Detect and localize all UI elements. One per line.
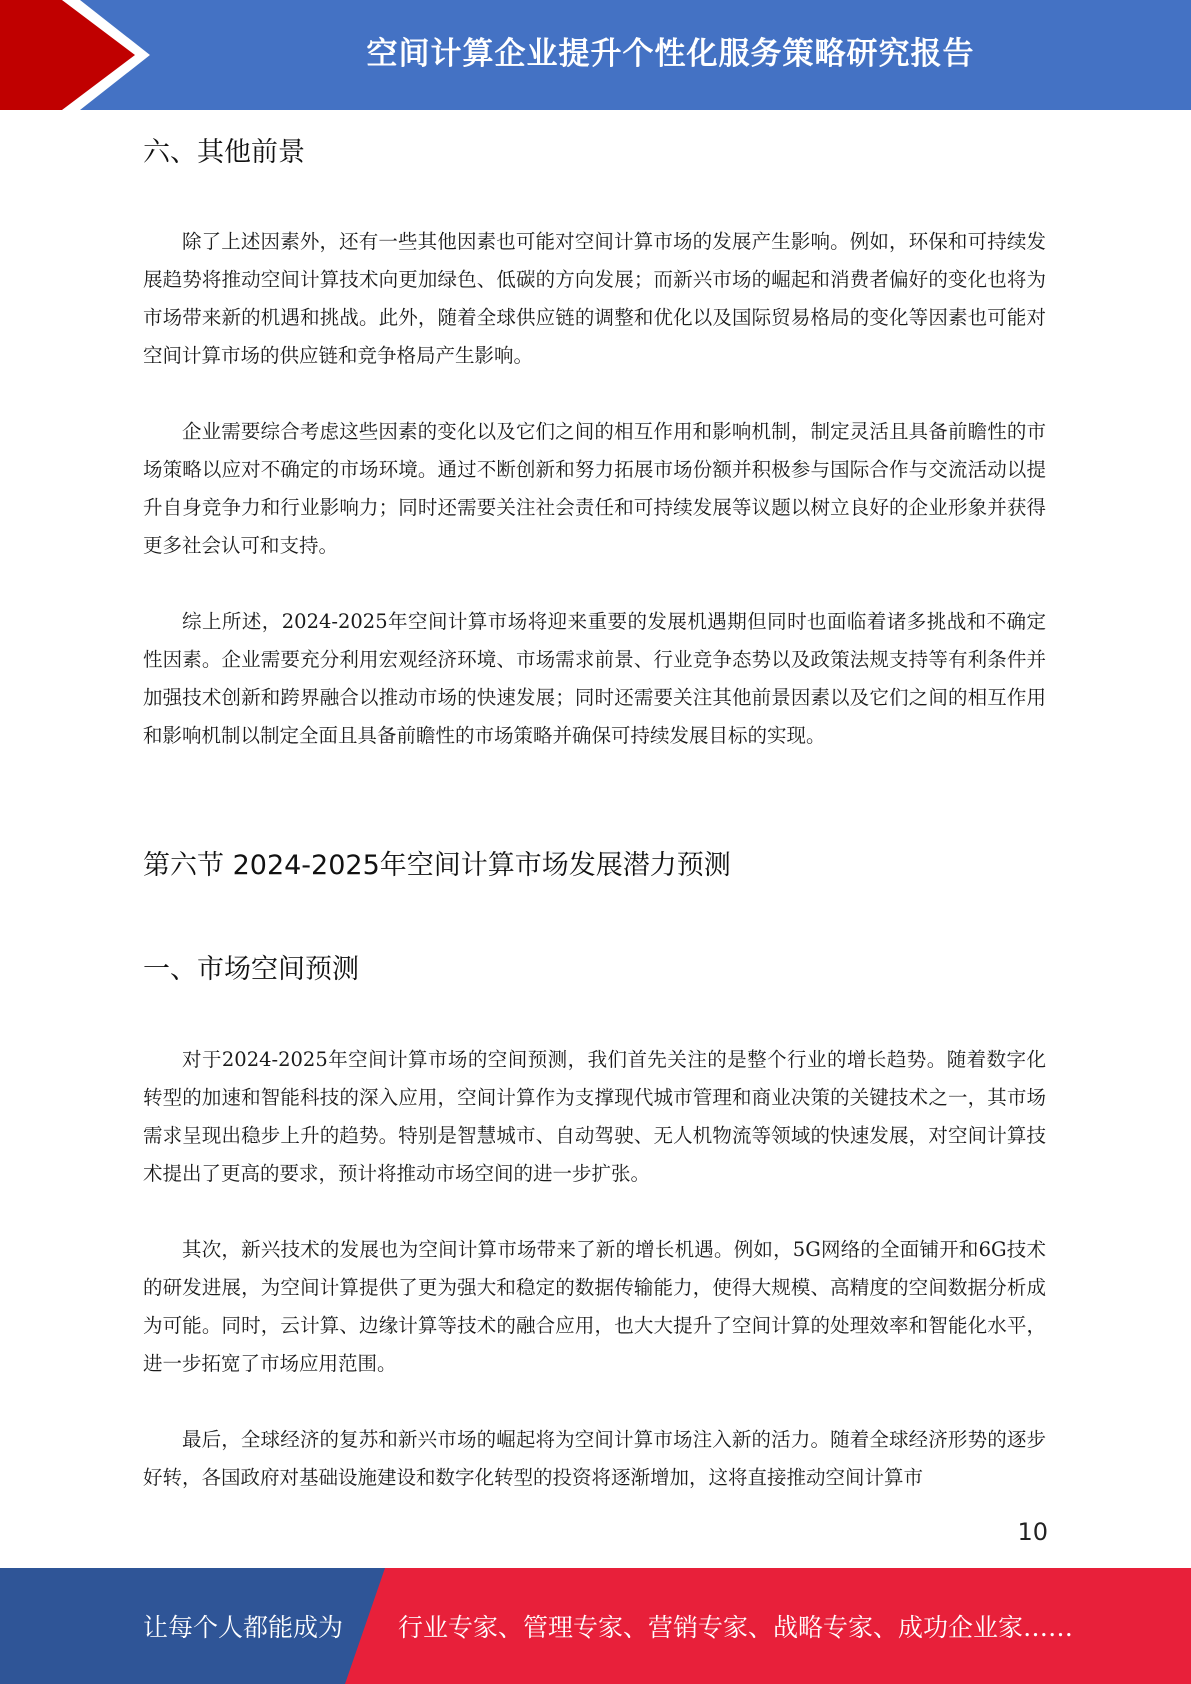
- paragraph: 综上所述，2024-2025年空间计算市场将迎来重要的发展机遇期但同时也面临着诸多挑战和不确定性因素。企业需要充分利用宏观经济环境、市场需求前景、行业竞争态势以及政策法规支持等有利条件并加强技术创新和跨界融合以推动市场的快速发展；同时还需要关注其他前景因素以及它们之间的相互作用和影响机制以制定全面且具备前瞻性的市场策略并确保可持续发展目标的实现。: [143, 610, 1046, 747]
- page-number: 10: [1017, 1518, 1048, 1546]
- header-arrow-decoration: [0, 0, 160, 110]
- paragraph: 其次，新兴技术的发展也为空间计算市场带来了新的增长机遇。例如，5G网络的全面铺开和6G技术的研发进展，为空间计算提供了更为强大和稳定的数据传输能力，使得大规模、高精度的空间数据分析成为可能。同时，云计算、边缘计算等技术的融合应用，也大大提升了空间计算的处理效率和智能化水平，进一步拓宽了市场应用范围。: [143, 1238, 1046, 1375]
- section-heading-other-prospects: 六、其他前景: [143, 137, 305, 168]
- page-footer: [0, 1568, 1191, 1684]
- section-heading-market-space: 一、市场空间预测: [143, 954, 359, 985]
- chapter-heading-section-six: 第六节 2024-2025年空间计算市场发展潜力预测: [143, 850, 731, 881]
- header-arrow-red: [0, 0, 150, 110]
- footer-slogan-right: 行业专家、管理专家、营销专家、战略专家、成功企业家……: [398, 1613, 1074, 1642]
- paragraph: 最后，全球经济的复苏和新兴市场的崛起将为空间计算市场注入新的活力。随着全球经济形势的逐步好转，各国政府对基础设施建设和数字化转型的投资将逐渐增加，这将直接推动空间计算市: [143, 1428, 1046, 1489]
- footer-slogan-left: 让每个人都能成为: [143, 1613, 344, 1642]
- page-header: [0, 0, 1191, 110]
- report-title: 空间计算企业提升个性化服务策略研究报告: [366, 35, 975, 72]
- paragraph: 企业需要综合考虑这些因素的变化以及它们之间的相互作用和影响机制，制定灵活且具备前瞻性的市场策略以应对不确定的市场环境。通过不断创新和努力拓展市场份额并积极参与国际合作与交流活动以提升自身竞争力和行业影响力；同时还需要关注社会责任和可持续发展等议题以树立良好的企业形象并获得更多社会认可和支持。: [143, 420, 1046, 557]
- paragraph: 对于2024-2025年空间计算市场的空间预测，我们首先关注的是整个行业的增长趋势。随着数字化转型的加速和智能科技的深入应用，空间计算作为支撑现代城市管理和商业决策的关键技术之一，其市场需求呈现出稳步上升的趋势。特别是智慧城市、自动驾驶、无人机物流等领域的快速发展，对空间计算技术提出了更高的要求，预计将推动市场空间的进一步扩张。: [143, 1048, 1046, 1185]
- paragraph: 除了上述因素外，还有一些其他因素也可能对空间计算市场的发展产生影响。例如，环保和可持续发展趋势将推动空间计算技术向更加绿色、低碳的方向发展；而新兴市场的崛起和消费者偏好的变化也将为市场带来新的机遇和挑战。此外，随着全球供应链的调整和优化以及国际贸易格局的变化等因素也可能对空间计算市场的供应链和竞争格局产生影响。: [143, 230, 1046, 367]
